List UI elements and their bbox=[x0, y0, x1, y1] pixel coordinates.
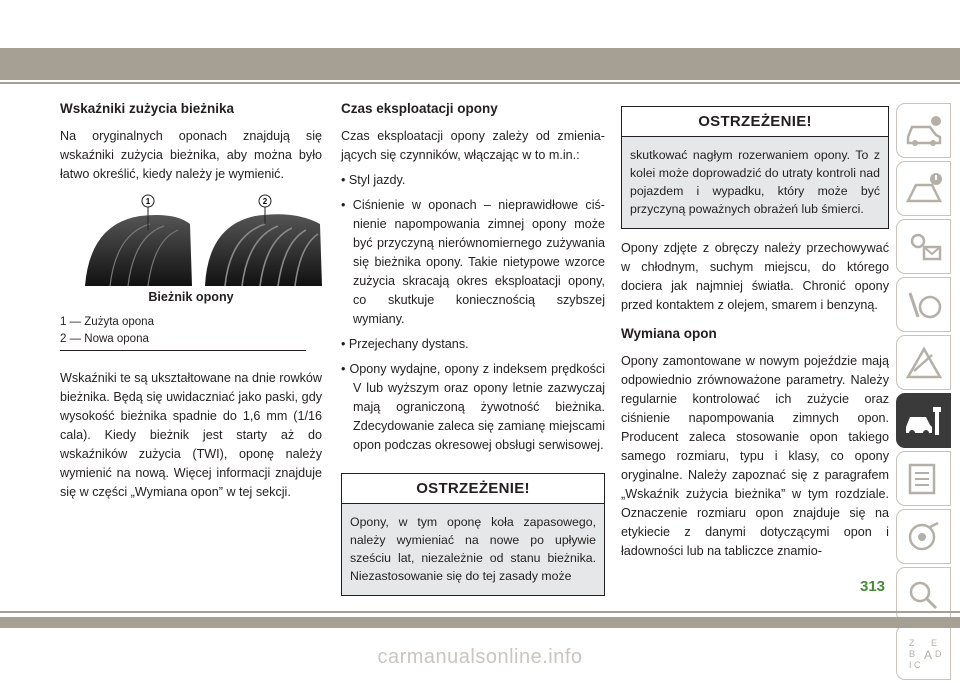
column-1 bbox=[60, 100, 322, 508]
seatbelt-steering-icon bbox=[904, 287, 944, 323]
warning-text: skutkować nagłym rozerwaniem opony. To z kolei może doprowadzić do utraty kontroli nad pojazdem i wypadku, który może być przyczyną poważnych obrażeń lub śmierci. bbox=[630, 148, 880, 216]
tab-emergency[interactable] bbox=[896, 335, 951, 390]
dashboard-warning-icon bbox=[904, 171, 944, 207]
paragraph-tire-life-intro: Czas eksploatacji opony zależy od zmieniających się czynników, włączając w to m.in.: bbox=[341, 129, 605, 162]
header-band bbox=[0, 48, 960, 80]
callout-2: 2 bbox=[262, 197, 268, 206]
tab-dashboard[interactable] bbox=[896, 161, 951, 216]
checklist-icon bbox=[904, 461, 944, 497]
list-item: • Styl jazdy. bbox=[341, 173, 406, 187]
tab-safety[interactable] bbox=[896, 277, 951, 332]
tab-car-info[interactable] bbox=[896, 103, 951, 158]
warning-title: OSTRZEŻENIE! bbox=[342, 474, 604, 504]
warning-box-1 bbox=[341, 473, 605, 596]
paragraph-storage: Opony zdjęte z obręczy należy przechowywać w chłodnym, suchym miejscu, do którego dociera jak najmniej światła. Chronić opony przed kontaktem z olejem, smarem i benzyną. bbox=[621, 241, 889, 312]
warning-box-continued bbox=[621, 106, 889, 229]
tab-lights-messages[interactable] bbox=[896, 219, 951, 274]
tab-specifications[interactable] bbox=[896, 451, 951, 506]
legend-divider bbox=[60, 350, 306, 351]
paragraph-indicators: Wskaźniki te są ukształtowane na dnie rowków bieżnika. Będą się uwidaczniać jako paski, gdy wysokość bieżnika spadnie do 1,6 mm (1/16 cala). Kiedy bieżnik jest starty aż do wskaźników zużycia (TWI), oponę należy wymienić na nową. Więcej informacji znajduje się w części „Wymiana opon” w tej sekcji. bbox=[60, 371, 322, 499]
callout-1: 1 bbox=[145, 197, 151, 206]
tab-servicing[interactable] bbox=[896, 393, 951, 448]
figure-legend-2: 2 — Nowa opona bbox=[60, 333, 149, 345]
figure-legend-1: 1 — Zużyta opona bbox=[60, 316, 154, 328]
svg-text:I: I bbox=[908, 659, 912, 670]
watermark: carmanualsonline.info bbox=[377, 646, 583, 668]
car-info-icon bbox=[904, 113, 944, 149]
worn-tire bbox=[85, 204, 192, 286]
section-heading-tread-indicators: Wskaźniki zużycia bieżnika bbox=[60, 101, 235, 116]
column-2 bbox=[341, 100, 605, 596]
footer-rule bbox=[0, 611, 960, 613]
light-message-icon bbox=[904, 229, 944, 265]
warning-title: OSTRZEŻENIE! bbox=[622, 107, 888, 137]
svg-text:E: E bbox=[930, 637, 937, 648]
paragraph-intro: Na oryginalnych oponach znajdują się wskaźniki zużycia bieżnika, aby można było łatwo określić, kiedy należy je wymienić. bbox=[60, 129, 322, 181]
warning-body bbox=[342, 504, 604, 595]
section-heading-tire-life: Czas eksploatacji opony bbox=[341, 101, 498, 116]
svg-text:B: B bbox=[908, 648, 915, 659]
tire-tread-illustration bbox=[80, 194, 325, 286]
figure-caption: Bieżnik opony bbox=[148, 290, 234, 304]
header-rule bbox=[0, 82, 960, 84]
svg-text:A: A bbox=[923, 647, 932, 662]
list-item: • Przejechany dystans. bbox=[341, 337, 469, 351]
chapter-tabs bbox=[896, 103, 951, 683]
search-icon bbox=[904, 577, 944, 613]
warning-text: Opony, w tym oponę koła zapasowego, należy wymieniać na nowe po upływie sześciu lat, niezależnie od stanu bieżnika. Niezastosowanie się do tej zasady może bbox=[350, 515, 596, 583]
svg-text:C: C bbox=[913, 659, 920, 670]
list-item: • Opony wydajne, opony z indeksem prędkości V lub wyższym oraz opony letnie zazwyczaj mają ograniczoną żywotność bieżnika. Zdecydowanie zaleca się zamianę miejscami opon podczas okresowej obsługi serwisowej. bbox=[341, 362, 605, 452]
tab-multimedia[interactable] bbox=[896, 509, 951, 564]
tab-customer-assistance[interactable] bbox=[896, 567, 951, 622]
svg-text:D: D bbox=[934, 648, 941, 659]
paragraph-replacement: Opony zamontowane w nowym pojeździe mają odpowiednio zrównoważone parametry. Należy regularnie kontrolować ich zużycie oraz ciśnienie napompowania zimnych opon. Producent zaleca stosowanie opon takiego samego rozmiaru, typu i klasy, co opony oryginalne. Należy zapoznać się z paragrafem „Wskaźnik zużycia bieżnika” w tym rozdziale. Oznaczenie rozmiaru opon znajduje się na etykiecie z danymi dotyczącymi opon i ładowności lub na tabliczce znamio- bbox=[621, 354, 889, 558]
gauge-settings-icon bbox=[904, 519, 944, 555]
page-number: 313 bbox=[860, 578, 886, 595]
car-wrench-icon bbox=[904, 403, 944, 439]
warning-body bbox=[622, 137, 888, 228]
column-3 bbox=[621, 106, 889, 567]
list-item: • Ciśnienie w oponach – nieprawidłowe ciśnienie napompowania zimnej opony może być przyczyną nierównomiernego zużywania się bieżnika opony. Takie nietypowe wzorce zużycia skracają okres eksploatacji opony, co skutkuje koniecznością szybszej wymiany. bbox=[341, 198, 605, 326]
footer-band bbox=[0, 617, 960, 628]
warning-triangle-car-icon bbox=[904, 345, 944, 381]
svg-text:Z: Z bbox=[908, 637, 914, 648]
new-tire bbox=[205, 204, 322, 286]
section-heading-tire-replacement: Wymiana opon bbox=[621, 326, 717, 341]
